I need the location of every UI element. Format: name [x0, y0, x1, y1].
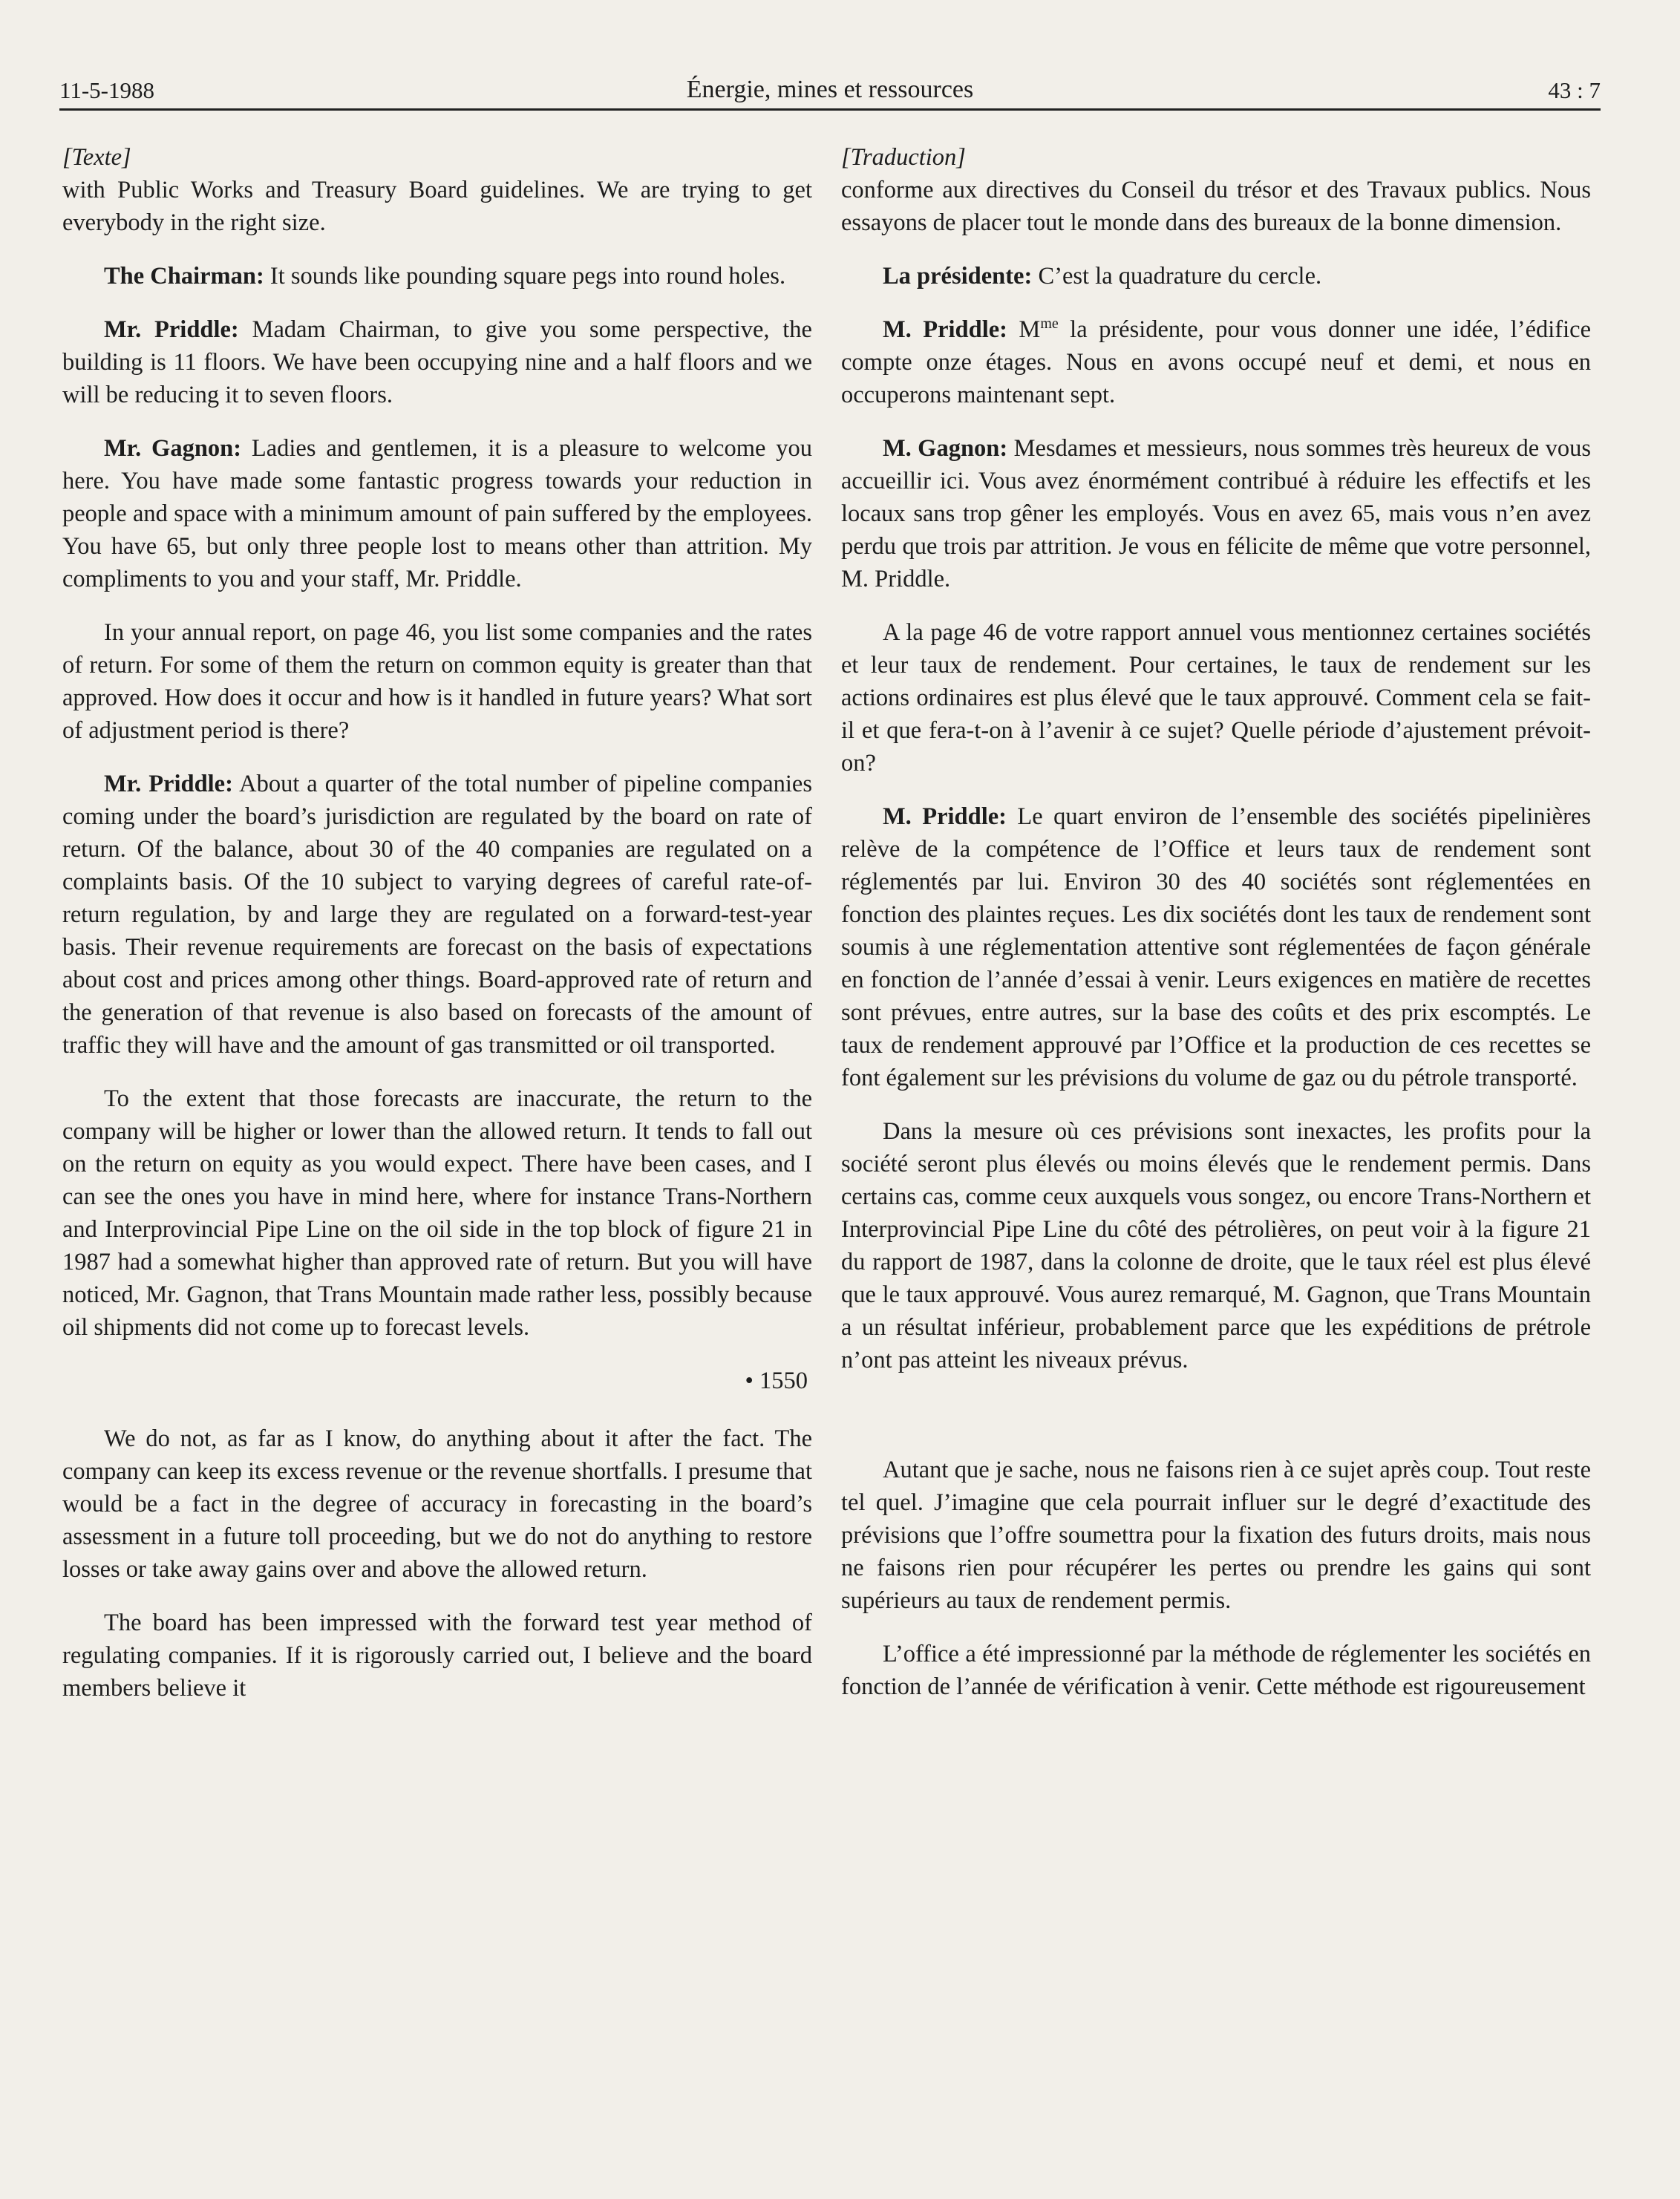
paragraph: Dans la mesure où ces prévisions sont inexactes, les profits pour la société seront plus élevés ou moins élevés que le rendement permis. Dans certains cas, comme ceux auxquels vous songez, ou encore Trans-Northern et Interprovincial Pipe Line du côté des pétrolières, on peut voir à la figure 21 du rapport de 1987, dans la colonne de droite, que le taux réel est plus élevé que le taux approuvé. Vous aurez remarqué, M. Gagnon, que Trans Mountain a un résultat inférieur, probablement parce que les expéditions de prétrole n’ont pas atteint les niveaux prévus. [841, 1118, 1591, 1373]
speech-text: It sounds like pounding square pegs into round holes. [264, 263, 786, 290]
paragraph: A la page 46 de votre rapport annuel vous mentionnez certaines sociétés et leur taux de rendement. Pour certaines, le taux de rendement sur les actions ordinaires est plus élevé que le taux approuvé. Comment cela se fait-il et que fera-t-on à l’avenir à ce sujet? Quelle période d’ajustement prévoit-on? [841, 619, 1591, 777]
speaker-name: Mr. Priddle: [104, 316, 239, 343]
honorific-superscript: me [1040, 316, 1059, 333]
speech-text: Mesdames et messieurs, nous sommes très heureux de vous accueillir ici. Vous avez énormément contribué à réduire les effectifs et les locaux sans trop gêner les employés. Vous en avez 65, mais vous n’en avez perdu que trois par attrition. Je vous en félicite de même que votre personnel, M. Priddle. [841, 435, 1591, 592]
speech-text: la présidente, pour vous donner une idée, l’édifice compte onze étages. Nous en avons occupé neuf et demi, et nous en occuperons maintenant sept. [841, 316, 1591, 408]
speaker-name: The Chairman: [104, 263, 264, 290]
text-tag: [Texte] [62, 144, 131, 171]
paragraph: To the extent that those forecasts are inaccurate, the return to the company will be higher or lower than the allowed return. It tends to fall out on the return on equity as you would expect. There have been cases, and I can see the ones you have in mind here, where for instance Trans-Northern and Interprovincial Pipe Line on the oil side in the top block of figure 21 in 1987 had a somewhat higher than approved rate of return. But you will have noticed, Mr. Gagnon, that Trans Mountain made rather less, possibly because oil shipments did not come up to forecast levels. [62, 1085, 812, 1341]
speaker-name: M. Gagnon: [883, 435, 1008, 462]
honorific: M [1007, 316, 1041, 343]
paragraph [62, 432, 812, 595]
paragraph [841, 432, 1591, 595]
speaker-name: M. Priddle: [883, 316, 1007, 343]
speaker-name: La présidente: [883, 263, 1033, 290]
header-date: 11-5-1988 [59, 77, 154, 103]
speech-text: Madam Chairman, to give you some perspective, the building is 11 floors. We have been occupying nine and a half floors and we will be reducing it to seven floors. [62, 316, 812, 408]
paragraph [62, 768, 812, 1062]
speech-text: C’est la quadrature du cercle. [1032, 263, 1322, 290]
paragraph [841, 800, 1591, 1094]
paragraph: The board has been impressed with the forward test year method of regulating companies. If it is rigorously carried out, I believe and the board members believe it [62, 1610, 812, 1702]
paragraph [62, 313, 812, 411]
header-title: Énergie, mines et ressources [686, 76, 974, 103]
french-column [841, 141, 1591, 1724]
paragraph [62, 260, 812, 293]
spacer [841, 1397, 1591, 1454]
page-header [59, 74, 1601, 111]
speech-text: Ladies and gentlemen, it is a pleasure to welcome you here. You have made some fantastic progress towards your reduction in people and space with a minimum amount of pain suffered by the employees. You have 65, but only three people lost to means other than attrition. My compliments to you and your staff, Mr. Priddle. [62, 435, 812, 592]
paragraph: L’office a été impressionné par la méthode de réglementer les sociétés en fonction de l’année de vérification à venir. Cette méthode est rigoureusement [841, 1641, 1591, 1700]
header-page-number: 43 : 7 [1548, 77, 1601, 103]
paragraph [841, 313, 1591, 411]
speaker-name: Mr. Gagnon: [104, 435, 242, 462]
english-column [62, 141, 812, 1725]
speech-text: Le quart environ de l’ensemble des sociétés pipelinières relève de la compétence de l’Office et leurs taux de rendement sont réglementés par lui. Environ 30 des 40 sociétés sont réglementées en fonction des plaintes reçues. Les dix sociétés dont les taux de rendement sont soumis à une réglementation attentive sont réglementées de façon générale en fonction de l’année d’essai à venir. Leurs exigences en matière de recettes sont prévues, entre autres, sur la base des coûts et des prix escomptés. Le taux de rendement approuvé par l’Office et la production de ces recettes se font également sur les prévisions du volume de gaz ou du pétrole transporté. [841, 803, 1591, 1091]
paragraph: conforme aux directives du Conseil du trésor et des Travaux publics. Nous essayons de placer tout le monde dans des bureaux de la bonne dimension. [841, 177, 1591, 236]
paragraph: We do not, as far as I know, do anything about it after the fact. The company can keep its excess revenue or the revenue shortfalls. I presume that would be a fact in the degree of accuracy in forecasting in the board’s assessment in a future toll proceeding, but we do not do anything to restore losses or take away gains over and above the allowed return. [62, 1425, 812, 1583]
translation-tag: [Traduction] [841, 144, 966, 171]
speaker-name: Mr. Priddle: [104, 771, 233, 797]
timestamp: • 1550 [745, 1368, 808, 1394]
paragraph: In your annual report, on page 46, you list some companies and the rates of return. For some of them the return on common equity is greater than that approved. How does it occur and how is it handled in future years? What sort of adjustment period is there? [62, 619, 812, 744]
speaker-name: M. Priddle: [883, 803, 1007, 830]
speech-text: About a quarter of the total number of pipeline companies coming under the board’s jurisdiction are regulated by the board on rate of return. Of the balance, about 30 of the 40 companies are regulated on a complaints basis. Of the 10 subject to varying degrees of careful rate-of-return regulation, by and large they are regulated on a forward-test-year basis. Their revenue requirements are forecast on the basis of expectations about cost and prices among other things. Board-approved rate of return and the generation of that revenue is also based on forecasts of the amount of traffic they will have and the amount of gas transmitted or oil transported. [62, 771, 812, 1059]
paragraph: Autant que je sache, nous ne faisons rien à ce sujet après coup. Tout reste tel quel. J’imagine que cela pourrait influer sur le degré d’exactitude des prévisions que l’offre soumettra pour la fixation des futurs droits, mais nous ne faisons rien pour récupérer les pertes ou prendre les gains qui sont supérieurs au taux de rendement permis. [841, 1457, 1591, 1614]
paragraph [841, 260, 1591, 293]
paragraph: with Public Works and Treasury Board guidelines. We are trying to get everybody in the right size. [62, 177, 812, 236]
